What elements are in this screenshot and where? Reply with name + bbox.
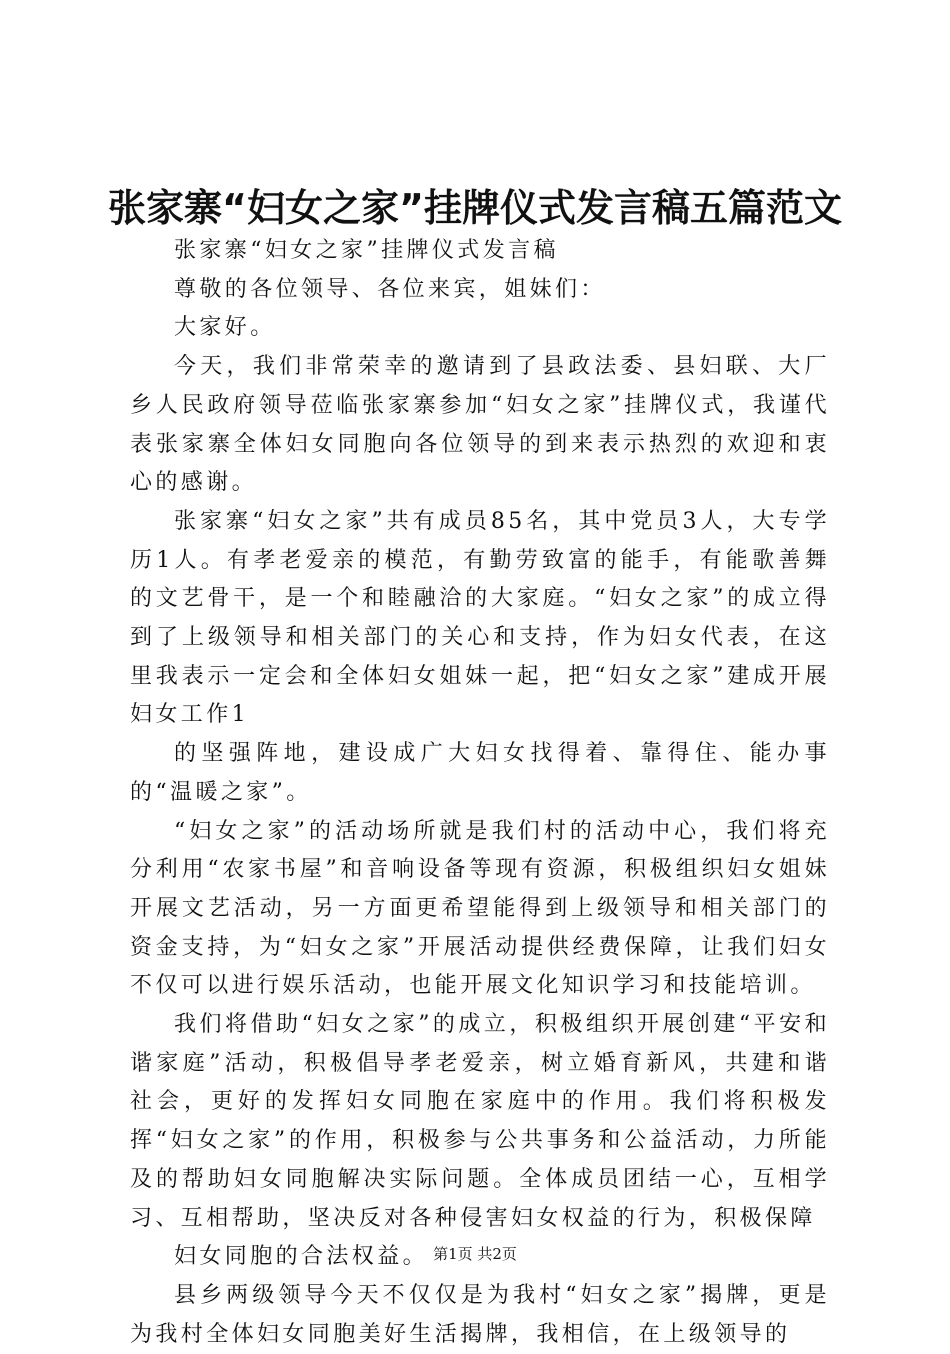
page-footer: 第1页 共2页 — [433, 1245, 517, 1263]
paragraph: 我们将借助“妇女之家”的成立，积极组织开展创建“平安和谐家庭”活动，积极倡导孝老爱亲，树立婚育新风，共建和谐社会，更好的发挥妇女同胞在家庭中的作用。我们将积极发挥“妇女之家”的作用，积极参与公共事务和公益活动，力所能及的帮助妇女同胞解决实际问题。全体成员团结一心，互相学习、互相帮助，坚决反对各种侵害妇女权益的行为，积极保障 — [130, 1012, 830, 1231]
paragraph: 张家寨“妇女之家”共有成员85名，其中党员3人，大专学历1人。有孝老爱亲的模范，有勤劳致富的能手，有能歌善舞的文艺骨干，是一个和睦融洽的大家庭。“妇女之家”的成立得到了上级领导和相关部门的关心和支持，作为妇女代表，在这里我表示一定会和全体妇女姐妹一起，把“妇女之家”建成开展妇女工作1 — [130, 508, 830, 728]
paragraph: 今天，我们非常荣幸的邀请到了县政法委、县妇联、大厂乡人民政府领导莅临张家寨参加“妇女之家”挂牌仪式，我谨代表张家寨全体妇女同胞向各位领导的到来表示热烈的欢迎和衷心的感谢。 — [130, 354, 830, 496]
paragraph: 大家好。 — [174, 315, 276, 341]
paragraph: 县乡两级领导今天不仅仅是为我村“妇女之家”揭牌，更是为我村全体妇女同胞美好生活揭牌，我相信，在上级领导的 — [130, 1282, 830, 1347]
paragraph: 的坚强阵地，建设成广大妇女找得着、靠得住、能办事的“温暖之家”。 — [130, 741, 830, 805]
paragraph: 张家寨“妇女之家”挂牌仪式发言稿 — [174, 238, 559, 263]
paragraph: “妇女之家”的活动场所就是我们村的活动中心，我们将充分利用“农家书屋”和音响设备等现有资源，积极组织妇女姐妹开展文艺活动，另一方面更希望能得到上级领导和相关部门的资金支持，为“妇女之家”开展活动提供经费保障，让我们妇女不仅可以进行娱乐活动，也能开展文化知识学习和技能培训。 — [130, 818, 830, 999]
paragraph: 尊敬的各位领导、各位来宾，姐妹们： — [174, 276, 606, 302]
paragraph: 妇女同胞的合法权益。 — [174, 1244, 429, 1270]
document-title: 张家寨“妇女之家”挂牌仪式发言稿五篇范文 — [108, 186, 842, 230]
document-body — [130, 232, 830, 1354]
